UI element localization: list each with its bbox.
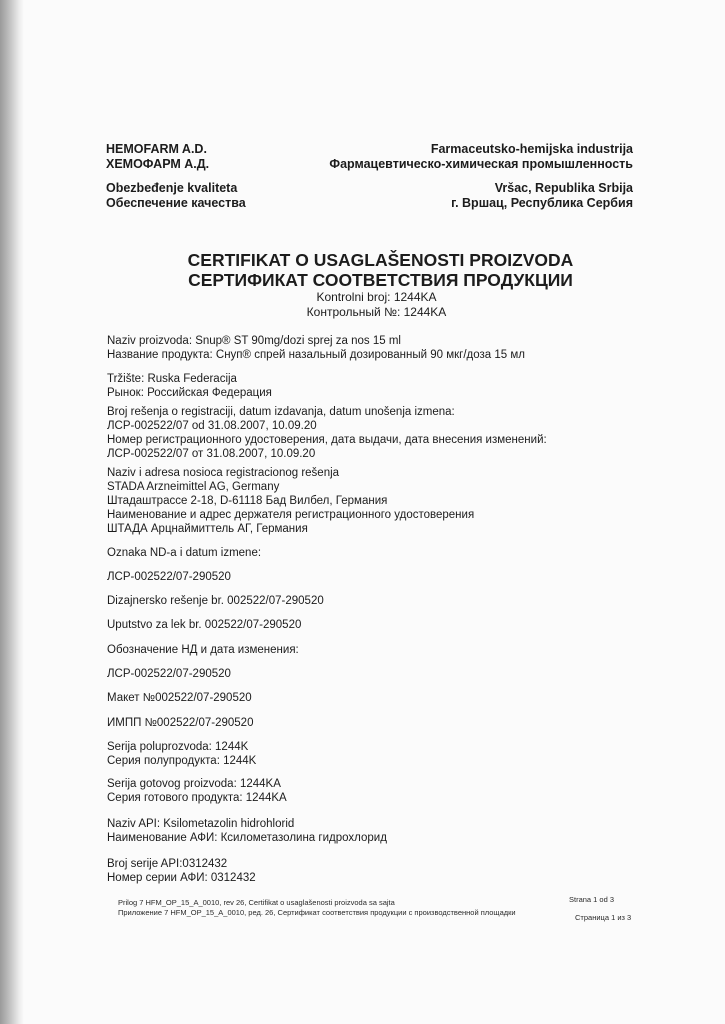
footer-doc-reference-latin: Prilog 7 HFM_OP_15_A_0010, rev 26, Certifikat o usaglašenosti proizvoda sa sajta [118,898,395,907]
holder-name-latin: STADA Arzneimittel AG, Germany [107,481,280,493]
scan-shadow-edge [0,0,24,1024]
finished-product-batch-latin: Serija gotovog proizvoda: 1244KA [107,778,281,790]
company-name-latin: HEMOFARM A.D. [106,142,207,156]
certificate-title-latin: CERTIFIKAT O USAGLAŠENOSTI PROIZVODA [187,250,574,270]
leaflet-latin: Uputstvo za lek br. 002522/07-290520 [107,619,302,631]
product-name-cyrillic: Название продукта: Снуп® спрей назальный дозированный 90 мкг/доза 15 мл [107,349,525,361]
control-number-latin: Kontrolni broj: 1244KA [316,290,437,304]
semi-product-batch-latin: Serija poluprozvoda: 1244K [107,741,249,753]
design-solution-latin: Dizajnersko rešenje br. 002522/07-290520 [107,595,324,607]
holder-label-cyrillic: Наименование и адрес держателя регистрационного удостоверения [107,509,475,521]
holder-label-latin: Naziv i adresa nosioca registracionog rešenja [107,467,340,479]
registration-label-cyrillic: Номер регистрационного удостоверения, дата выдачи, дата внесения изменений: [107,434,547,446]
api-batch-cyrillic: Номер серии АФИ: 0312432 [107,872,256,884]
department-cyrillic: Обеспечение качества [106,196,246,210]
impp-number-cyrillic: ИМПП №002522/07-290520 [107,717,254,729]
semi-product-batch-cyrillic: Серия полупродукта: 1244K [107,755,257,767]
finished-product-batch-cyrillic: Серия готового продукта: 1244KA [107,792,287,804]
company-block [106,142,209,172]
footer-doc-reference-cyrillic: Приложение 7 HFM_OP_15_A_0010, ред. 26, Сертификат соответствия продукции с производственной площадки [118,908,516,917]
nd-label-cyrillic: Обозначение НД и дата изменения: [107,644,299,656]
industry-cyrillic: Фармацевтическо-химическая промышленность [329,157,633,171]
product-name-latin: Naziv proizvoda: Snup® ST 90mg/dozi sprej za nos 15 ml [107,335,401,347]
department-block [106,181,246,211]
market-cyrillic: Рынок: Российская Федерация [107,387,272,399]
industry-latin: Farmaceutsko-hemijska industrija [430,142,633,156]
api-name-latin: Naziv API: Ksilometazolin hidrohlorid [107,818,295,830]
holder-address-cyrillic: Штадаштрассе 2-18, D-61118 Бад Вилбел, Германия [107,495,388,507]
registration-value-latin: ЛСР-002522/07 od 31.08.2007, 10.09.20 [107,420,317,432]
company-name-cyrillic: ХЕМОФАРМ А.Д. [106,157,210,171]
location-cyrillic: г. Вршац, Республика Сербия [451,196,633,210]
nd-label-latin: Oznaka ND-a i datum izmene: [107,547,262,559]
api-batch-latin: Broj serije API:0312432 [107,858,228,870]
nd-value-latin: ЛСР-002522/07-290520 [107,571,231,583]
holder-name-cyrillic: ШТАДА Арцнаймиттель АГ, Германия [107,523,308,535]
registration-value-cyrillic: ЛСР-002522/07 от 31.08.2007, 10.09.20 [107,448,316,460]
market-latin: Tržište: Ruska Federacija [107,373,237,385]
registration-label-latin: Broj rešenja o registraciji, datum izdavanja, datum unošenja izmena: [107,406,455,418]
layout-number-cyrillic: Макет №002522/07-290520 [107,692,252,704]
certificate-title-cyrillic: СЕРТИФИКАТ СООТВЕТСТВИЯ ПРОДУКЦИИ [188,270,573,290]
location-block [451,181,633,211]
industry-block [329,142,633,172]
location-latin: Vršac, Republika Srbija [494,181,633,195]
footer-page-number-cyrillic: Страница 1 из 3 [575,913,632,922]
control-number-cyrillic: Контрольный №: 1244KA [306,305,447,319]
nd-value-cyrillic: ЛСР-002522/07-290520 [107,668,231,680]
footer-page-number-latin: Strana 1 od 3 [569,895,615,904]
api-name-cyrillic: Наименование АФИ: Ксилометазолина гидрохлорид [107,832,387,844]
department-latin: Obezbeđenje kvaliteta [106,181,238,195]
